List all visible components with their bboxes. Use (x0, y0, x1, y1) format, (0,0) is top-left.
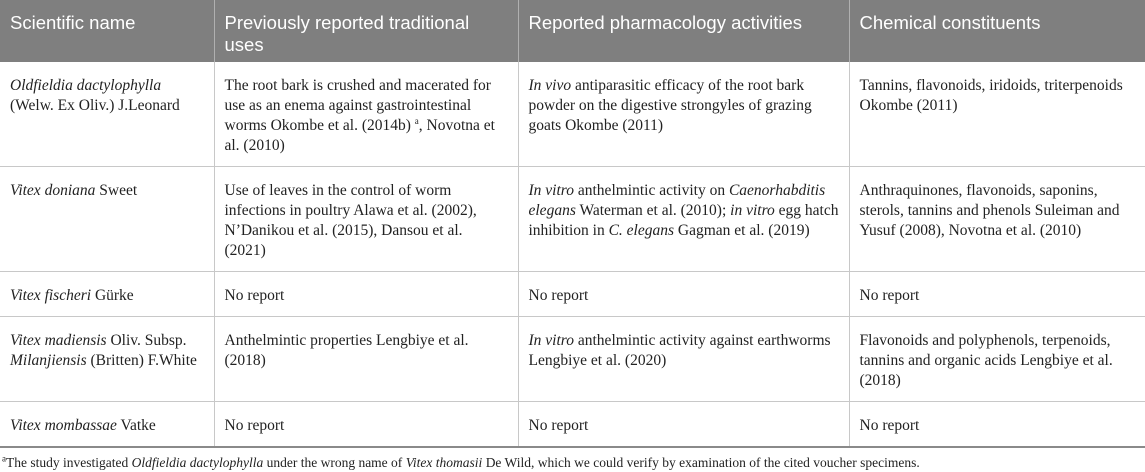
cell-traditional-uses: Anthelmintic properties Lengbiye et al. (2018) (214, 317, 518, 402)
cell-traditional-uses: Use of leaves in the control of worm infections in poultry Alawa et al. (2002), N’Danikou et al. (2015), Dansou et al. (2021) (214, 167, 518, 272)
cell-scientific-name: Vitex mombassae Vatke (0, 402, 214, 448)
cell-pharmacology: In vitro anthelmintic activity against earthworms Lengbiye et al. (2020) (518, 317, 849, 402)
header-traditional-uses: Previously reported traditional uses (214, 0, 518, 62)
cell-pharmacology: In vivo antiparasitic efficacy of the root bark powder on the digestive strongyles of grazing goats Okombe (2011) (518, 62, 849, 167)
cell-traditional-uses: No report (214, 402, 518, 448)
cell-chemical-constituents: No report (849, 272, 1145, 317)
cell-traditional-uses: No report (214, 272, 518, 317)
header-scientific-name: Scientific name (0, 0, 214, 62)
cell-chemical-constituents: Tannins, flavonoids, iridoids, triterpenoids Okombe (2011) (849, 62, 1145, 167)
header-row (0, 0, 1145, 62)
cell-pharmacology: In vitro anthelmintic activity on Caenorhabditis elegans Waterman et al. (2010); in vitro egg hatch inhibition in C. elegans Gagman et al. (2019) (518, 167, 849, 272)
cell-pharmacology: No report (518, 402, 849, 448)
cell-chemical-constituents: Flavonoids and polyphenols, terpenoids, tannins and organic acids Lengbiye et al. (2018) (849, 317, 1145, 402)
header-chemical-constituents: Chemical constituents (849, 0, 1145, 62)
cell-chemical-constituents: No report (849, 402, 1145, 448)
cell-scientific-name: Vitex doniana Sweet (0, 167, 214, 272)
table-row (0, 62, 1145, 167)
cell-traditional-uses: The root bark is crushed and macerated for use as an enema against gastrointestinal worms Okombe et al. (2014b) $^a$, Novotna et al. (2010) (214, 62, 518, 167)
cell-pharmacology: No report (518, 272, 849, 317)
table-footnote: $^a$The study investigated Oldfieldia dactylophylla under the wrong name of Vitex thomasii De Wild, which we could verify by examination of the cited voucher specimens. (2, 453, 920, 470)
table-row (0, 272, 1145, 317)
header-pharmacology: Reported pharmacology activities (518, 0, 849, 62)
table-row (0, 317, 1145, 402)
table-row (0, 402, 1145, 448)
cell-chemical-constituents: Anthraquinones, flavonoids, saponins, sterols, tannins and phenols Suleiman and Yusuf (2008), Novotna et al. (2010) (849, 167, 1145, 272)
footnote-marker: a (414, 115, 419, 126)
table-row (0, 167, 1145, 272)
cell-scientific-name: Vitex fischeri Gürke (0, 272, 214, 317)
cell-scientific-name: Oldfieldia dactylophylla (Welw. Ex Oliv.) J.Leonard (0, 62, 214, 167)
cell-scientific-name: Vitex madiensis Oliv. Subsp. Milanjiensis (Britten) F.White (0, 317, 214, 402)
footnote-marker: a (2, 453, 6, 464)
